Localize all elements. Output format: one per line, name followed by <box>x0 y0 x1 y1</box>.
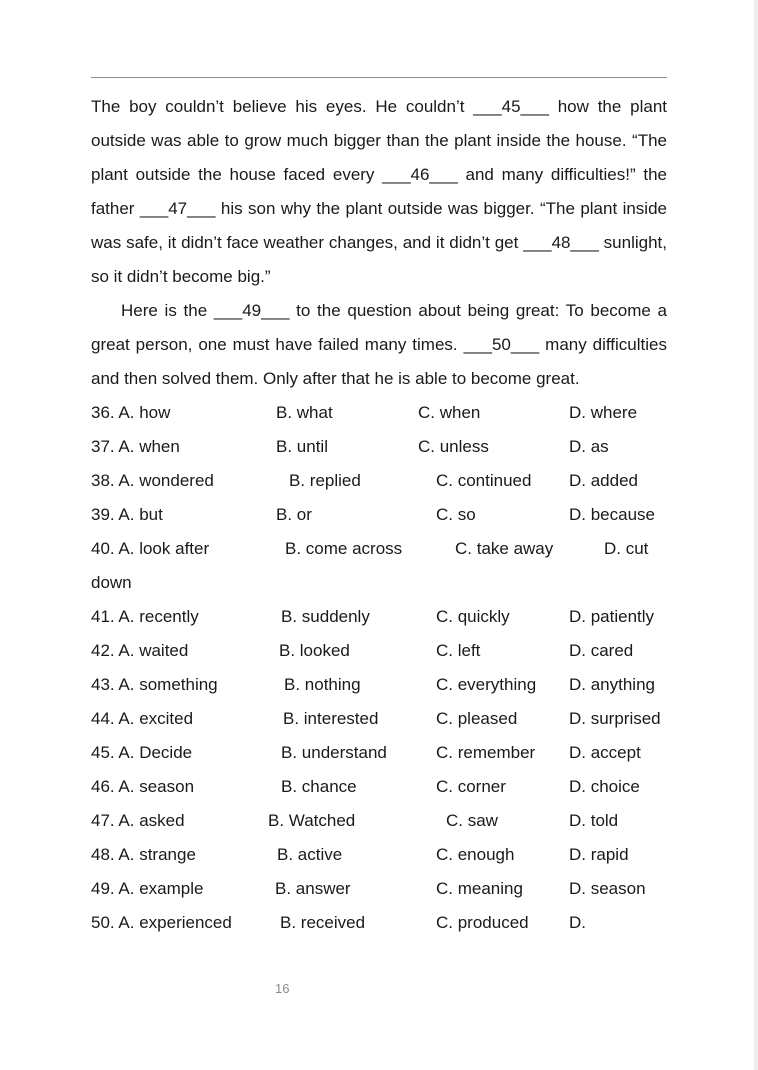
option-d: D. where <box>569 403 638 422</box>
option-b: B. active <box>277 845 343 864</box>
option-c: C. everything <box>436 675 537 694</box>
question-43 <box>91 668 667 702</box>
question-39 <box>91 498 667 532</box>
option-a: 39. A. but <box>91 505 163 524</box>
option-d: D. as <box>569 437 609 456</box>
option-c: C. left <box>436 641 481 660</box>
page-content <box>91 90 667 940</box>
option-a: 38. A. wondered <box>91 471 214 490</box>
option-d: D. anything <box>569 675 655 694</box>
question-45 <box>91 736 667 770</box>
option-a: 44. A. excited <box>91 709 194 728</box>
option-c: C. enough <box>436 845 515 864</box>
option-c: C. take away <box>455 539 554 558</box>
option-a: 43. A. something <box>91 675 218 694</box>
option-c: C. pleased <box>436 709 518 728</box>
question-49 <box>91 872 667 906</box>
option-d: D. <box>569 913 586 932</box>
question-40 <box>91 532 667 600</box>
option-a: 42. A. waited <box>91 641 189 660</box>
option-c: C. so <box>436 505 476 524</box>
option-c: C. quickly <box>436 607 510 626</box>
page-number: 16 <box>275 981 290 996</box>
option-a: 41. A. recently <box>91 607 199 626</box>
option-d: D. told <box>569 811 619 830</box>
option-d: D. added <box>569 471 638 490</box>
header-rule <box>91 77 667 78</box>
option-b: B. Watched <box>268 811 356 830</box>
option-b: B. looked <box>279 641 350 660</box>
question-36 <box>91 396 667 430</box>
option-d: D. cut <box>604 539 649 558</box>
option-b: B. nothing <box>284 675 361 694</box>
option-b: B. understand <box>281 743 387 762</box>
question-47 <box>91 804 667 838</box>
option-d: D. choice <box>569 777 640 796</box>
option-c: C. continued <box>436 471 532 490</box>
question-48 <box>91 838 667 872</box>
option-b: B. until <box>276 437 328 456</box>
option-b: B. suddenly <box>281 607 370 626</box>
option-d: D. rapid <box>569 845 629 864</box>
option-c: C. produced <box>436 913 529 932</box>
option-a: 46. A. season <box>91 777 195 796</box>
question-46 <box>91 770 667 804</box>
option-a: 40. A. look after <box>91 539 210 558</box>
option-a: 36. A. how <box>91 403 171 422</box>
option-d: D. patiently <box>569 607 655 626</box>
option-a: 45. A. Decide <box>91 743 193 762</box>
option-b: B. received <box>280 913 366 932</box>
option-b: B. or <box>276 505 312 524</box>
option-b: B. answer <box>275 879 351 898</box>
question-41 <box>91 600 667 634</box>
option-d: D. cared <box>569 641 634 660</box>
option-c: C. remember <box>436 743 536 762</box>
option-a: 37. A. when <box>91 437 180 456</box>
option-a: 47. A. asked <box>91 811 185 830</box>
option-a: 49. A. example <box>91 879 204 898</box>
option-b: B. replied <box>289 471 361 490</box>
question-37 <box>91 430 667 464</box>
option-d-continuation: down <box>91 573 132 592</box>
passage-paragraph-1: The boy couldn’t believe his eyes. He couldn’t ___45___ how the plant outside was able to grow much bigger than the plant inside the house. “The plant outside the house faced every ___46___ and many difficulties!” the father ___47___ his son why the plant outside was bigger. “The plant inside was safe, it didn’t face weather changes, and it didn’t get ___48___ sunlight, so it didn’t become big.” <box>91 97 667 286</box>
option-b: B. come across <box>285 539 403 558</box>
option-d: D. accept <box>569 743 641 762</box>
option-b: B. what <box>276 403 333 422</box>
option-c: C. when <box>418 403 481 422</box>
question-list <box>91 396 667 940</box>
question-42 <box>91 634 667 668</box>
option-b: B. interested <box>283 709 379 728</box>
option-a: 50. A. experienced <box>91 913 232 932</box>
passage-paragraph-2: Here is the ___49___ to the question about being great: To become a great person, one must have failed many times. ___50___ many difficulties and then solved them. Only after that he is able to become great. <box>91 301 667 388</box>
question-38 <box>91 464 667 498</box>
option-d: D. season <box>569 879 646 898</box>
question-50 <box>91 906 667 940</box>
option-c: C. corner <box>436 777 506 796</box>
option-c: C. meaning <box>436 879 523 898</box>
option-c: C. unless <box>418 437 489 456</box>
option-c: C. saw <box>446 811 498 830</box>
option-d: D. because <box>569 505 655 524</box>
option-a: 48. A. strange <box>91 845 196 864</box>
option-b: B. chance <box>281 777 357 796</box>
page-edge <box>754 0 758 1070</box>
question-44 <box>91 702 667 736</box>
option-d: D. surprised <box>569 709 661 728</box>
